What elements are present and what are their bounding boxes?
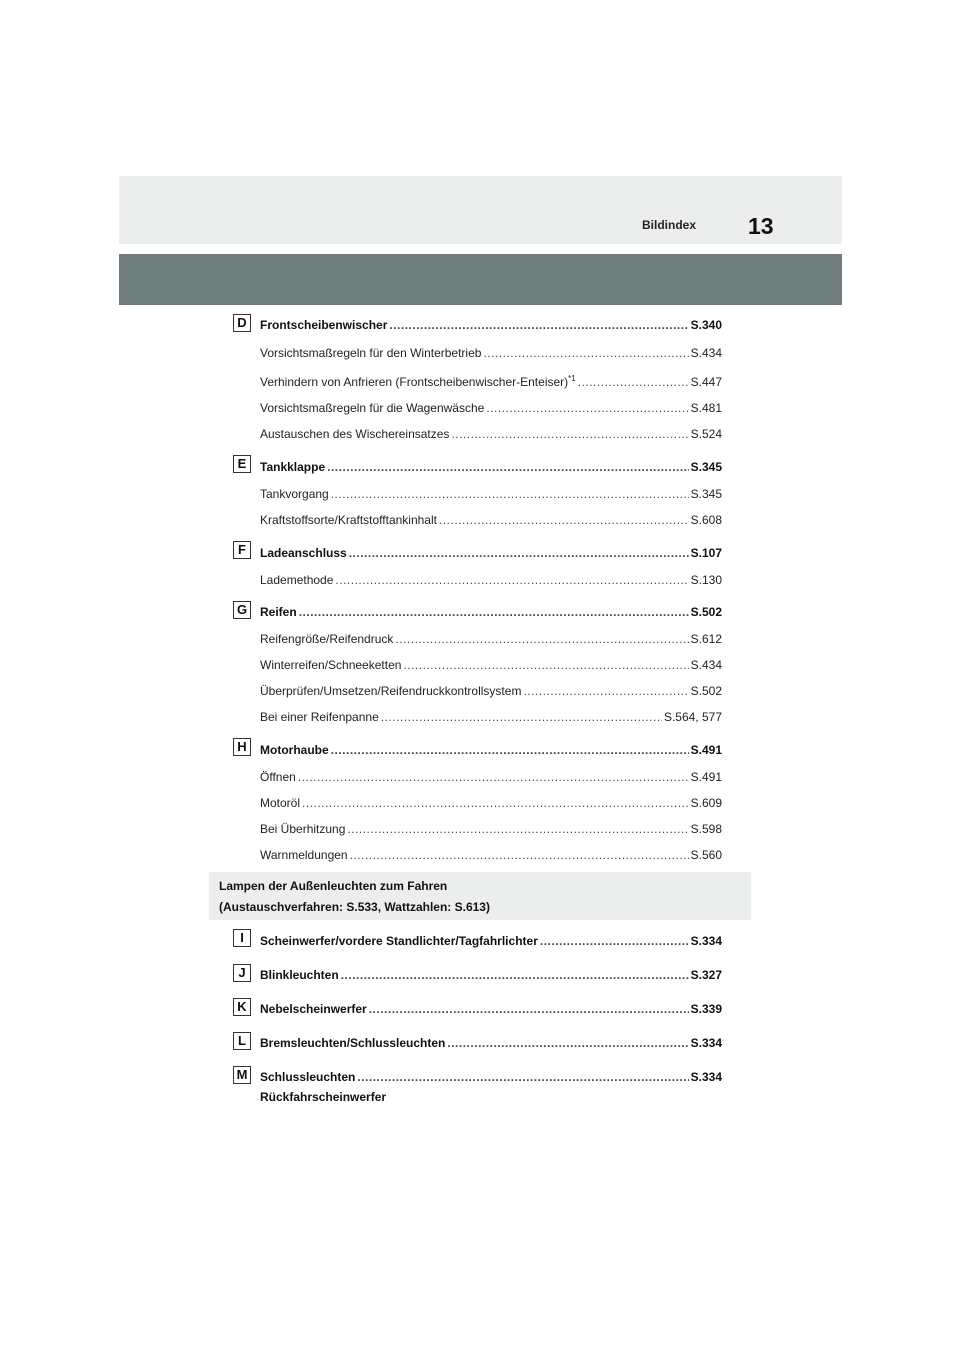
entry-page: S.598 <box>690 822 722 836</box>
index-entry[interactable] <box>260 710 722 726</box>
dot-leader <box>578 375 689 389</box>
entry-label: Bremsleuchten/Schlussleuchten <box>260 1036 446 1050</box>
index-entry[interactable] <box>260 427 722 443</box>
entry-page: S.434 <box>690 658 722 672</box>
index-entry[interactable] <box>260 375 722 391</box>
entry-page: S.502 <box>690 684 722 698</box>
entry-label: Kraftstoffsorte/Kraftstofftankinhalt <box>260 513 437 527</box>
page-number: 13 <box>748 213 774 239</box>
section-letter-e: E <box>233 455 251 473</box>
entry-page: S.334 <box>690 1036 722 1050</box>
entry-label: Warnmeldungen <box>260 848 348 862</box>
entry-page: S.502 <box>690 605 722 619</box>
entry-page: S.564, 577 <box>663 710 722 724</box>
dot-leader <box>349 546 689 560</box>
entry-page: S.524 <box>690 427 722 441</box>
index-entry[interactable] <box>260 632 722 648</box>
dot-leader <box>523 684 688 698</box>
section-letter-k: K <box>233 998 251 1016</box>
index-entry-motorhaube[interactable] <box>260 743 722 759</box>
entry-label: Tankklappe <box>260 460 326 474</box>
index-entry[interactable] <box>260 770 722 786</box>
entry-page: S.481 <box>690 401 722 415</box>
index-entry-blinkleuchten[interactable] <box>260 968 722 984</box>
dot-leader <box>381 710 662 724</box>
index-entry-frontscheibenwischer[interactable] <box>260 318 722 334</box>
index-entry[interactable] <box>260 848 722 864</box>
entry-page: S.327 <box>690 968 722 982</box>
entry-label: Vorsichtsmaßregeln für die Wagenwäsche <box>260 401 485 415</box>
index-entry[interactable] <box>260 401 722 417</box>
section-letter-j: J <box>233 964 251 982</box>
entry-page: S.345 <box>690 460 722 474</box>
section-letter-m: M <box>233 1066 251 1084</box>
header-band <box>119 176 842 244</box>
index-entry-schlussleuchten[interactable] <box>260 1070 722 1086</box>
index-entry[interactable] <box>260 796 722 812</box>
index-entry[interactable] <box>260 684 722 700</box>
entry-label: Motorhaube <box>260 743 329 757</box>
index-entry-tankklappe[interactable] <box>260 460 722 476</box>
entry-page: S.447 <box>690 375 722 389</box>
entry-page: S.434 <box>690 346 722 360</box>
lamps-subtitle: (Austauschverfahren: S.533, Wattzahlen: S.613) <box>219 900 490 914</box>
entry-label: Überprüfen/Umsetzen/Reifendruckkontrollsystem <box>260 684 522 698</box>
dot-leader <box>357 1070 688 1084</box>
dot-leader <box>302 796 689 810</box>
dark-band <box>119 254 842 305</box>
entry-label: Reifengröße/Reifendruck <box>260 632 394 646</box>
entry-page: S.612 <box>690 632 722 646</box>
section-letter-h: H <box>233 738 251 756</box>
dot-leader <box>335 573 688 587</box>
entry-page: S.334 <box>690 1070 722 1084</box>
entry-page: S.608 <box>690 513 722 527</box>
entry-label: Ladeanschluss <box>260 546 347 560</box>
footnote-marker: *1 <box>568 374 576 383</box>
dot-leader <box>341 968 689 982</box>
entry-label: Winterreifen/Schneeketten <box>260 658 402 672</box>
index-entry-reifen[interactable] <box>260 605 722 621</box>
entry-label: Vorsichtsmaßregeln für den Winterbetrieb <box>260 346 482 360</box>
section-letter-i: I <box>233 929 251 947</box>
index-entry-rueckfahrscheinwerfer[interactable]: Rückfahrscheinwerfer <box>260 1090 387 1104</box>
index-entry-bremsleuchten[interactable] <box>260 1036 722 1052</box>
dot-leader <box>327 460 689 474</box>
dot-leader <box>331 743 689 757</box>
section-letter-d: D <box>233 314 251 332</box>
dot-leader <box>347 822 688 836</box>
index-entry[interactable] <box>260 658 722 674</box>
section-letter-g: G <box>233 601 251 619</box>
entry-label: Nebelscheinwerfer <box>260 1002 367 1016</box>
entry-page: S.130 <box>690 573 722 587</box>
dot-leader <box>439 513 689 527</box>
section-letter-f: F <box>233 541 251 559</box>
entry-page: S.491 <box>690 743 722 757</box>
entry-label: Blinkleuchten <box>260 968 339 982</box>
entry-page: S.609 <box>690 796 722 810</box>
entry-label: Bei Überhitzung <box>260 822 346 836</box>
dot-leader <box>298 770 689 784</box>
dot-leader <box>350 848 689 862</box>
entry-label: Lademethode <box>260 573 334 587</box>
index-entry[interactable] <box>260 573 722 589</box>
entry-page: S.334 <box>690 934 722 948</box>
entry-page: S.345 <box>690 487 722 501</box>
entry-label: Tankvorgang <box>260 487 329 501</box>
entry-page: S.339 <box>690 1002 722 1016</box>
entry-label: Bei einer Reifenpanne <box>260 710 379 724</box>
index-entry-scheinwerfer[interactable] <box>260 934 722 950</box>
dot-leader <box>486 401 688 415</box>
index-entry-ladeanschluss[interactable] <box>260 546 722 562</box>
entry-label: Scheinwerfer/vordere Standlichter/Tagfahrlichter <box>260 934 538 948</box>
entry-label: Austauschen des Wischereinsatzes <box>260 427 450 441</box>
dot-leader <box>483 346 688 360</box>
section-letter-l: L <box>233 1032 251 1050</box>
dot-leader <box>299 605 689 619</box>
index-entry-nebelscheinwerfer[interactable] <box>260 1002 722 1018</box>
entry-label <box>260 375 576 389</box>
index-entry[interactable] <box>260 487 722 503</box>
entry-label: Frontscheibenwischer <box>260 318 388 332</box>
dot-leader <box>369 1002 689 1016</box>
entry-page: S.560 <box>690 848 722 862</box>
dot-leader <box>403 658 688 672</box>
entry-label-text: Verhindern von Anfrieren (Frontscheibenwischer-Enteiser) <box>260 375 569 389</box>
entry-label: Reifen <box>260 605 297 619</box>
entry-label: Öffnen <box>260 770 296 784</box>
section-title: Bildindex <box>642 218 697 232</box>
entry-page: S.491 <box>690 770 722 784</box>
index-entry[interactable] <box>260 822 722 838</box>
entry-label: Motoröl <box>260 796 301 810</box>
index-entry[interactable] <box>260 346 722 362</box>
dot-leader <box>389 318 688 332</box>
dot-leader <box>540 934 689 948</box>
index-entry[interactable] <box>260 513 722 529</box>
dot-leader <box>331 487 689 501</box>
entry-page: S.107 <box>690 546 722 560</box>
lamps-info-box <box>209 872 751 920</box>
entry-label: Schlussleuchten <box>260 1070 356 1084</box>
dot-leader <box>395 632 688 646</box>
dot-leader <box>451 427 688 441</box>
lamps-title: Lampen der Außenleuchten zum Fahren <box>219 879 448 893</box>
entry-page: S.340 <box>690 318 722 332</box>
dot-leader <box>447 1036 688 1050</box>
